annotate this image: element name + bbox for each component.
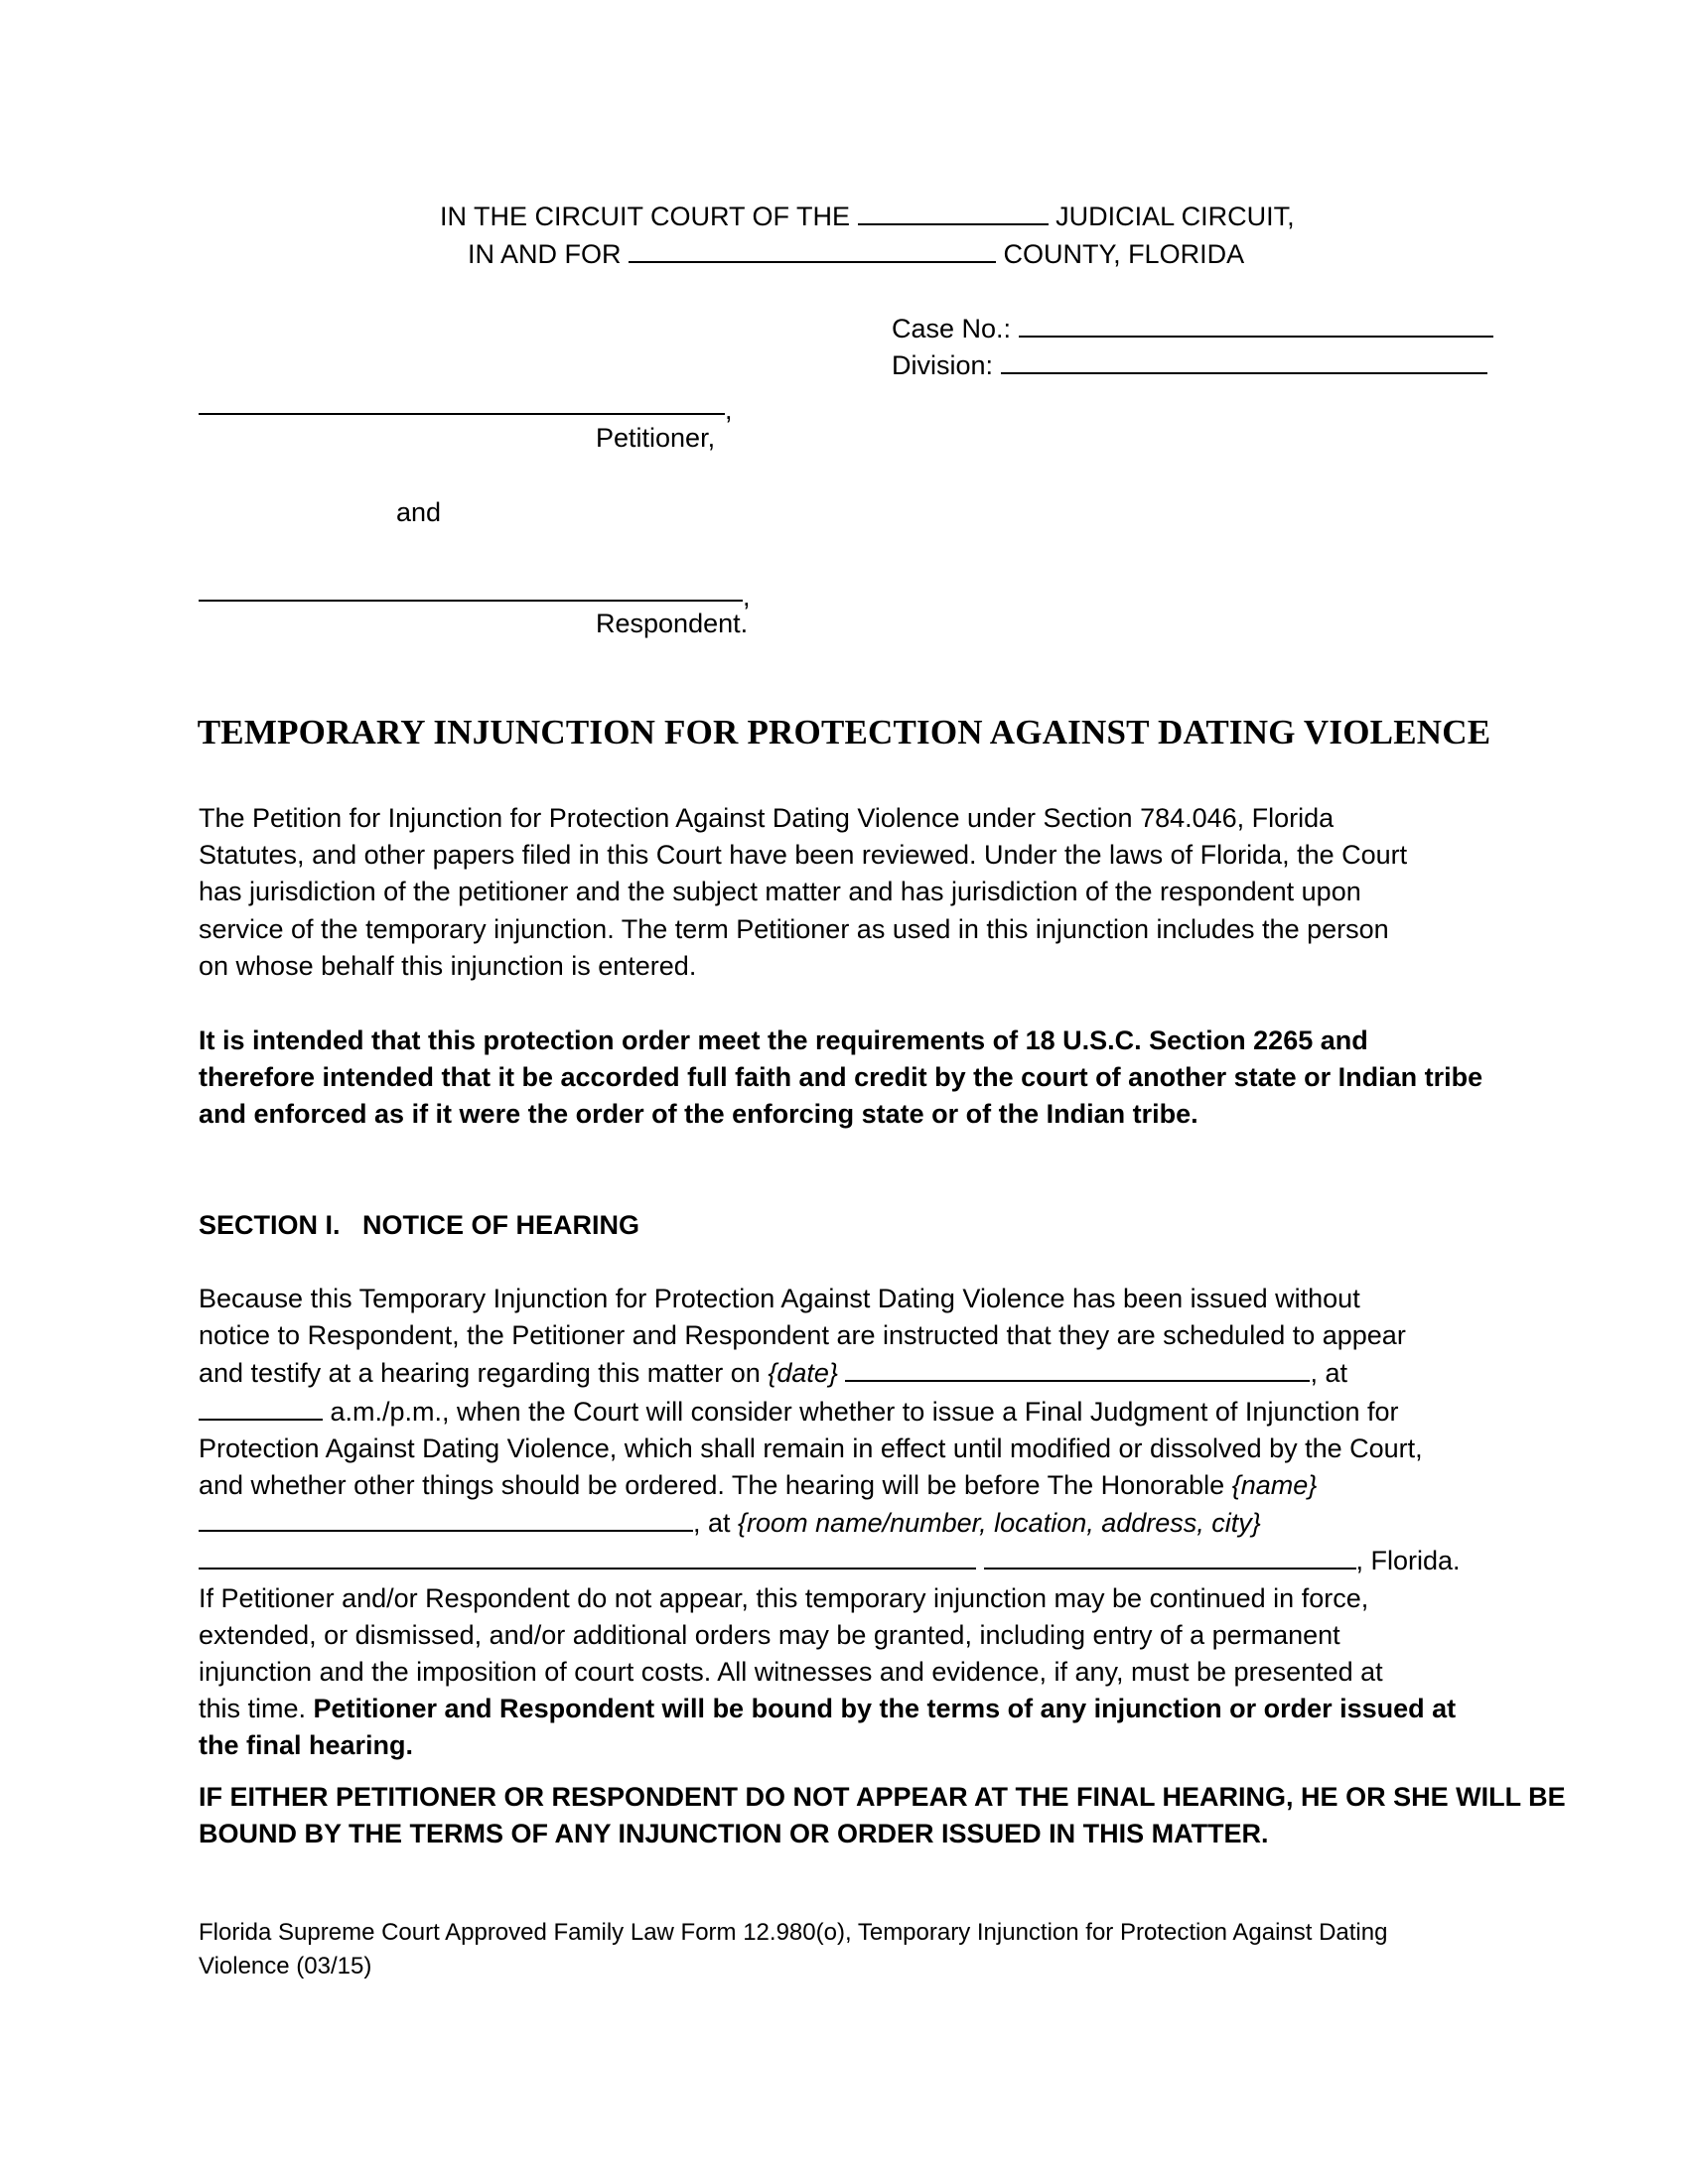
court-line-1-prefix: IN THE CIRCUIT COURT OF THE [440, 202, 851, 231]
respondent-name-blank[interactable] [199, 600, 743, 602]
intro-line: The Petition for Injunction for Protection Against Dating Violence under Section 784.046, Florida [199, 803, 1335, 833]
full-faith-line: It is intended that this protection order meet the requirements of 18 U.S.C. Section 2265 and [199, 1025, 1368, 1055]
notice-line [199, 1467, 1489, 1504]
notice-text: a.m./p.m., when the Court will consider whether to issue a Final Judgment of Injunction for [323, 1396, 1399, 1427]
court-line-2-prefix: IN AND FOR [468, 239, 622, 269]
date-hint: {date} [768, 1358, 838, 1389]
notice-line: the final hearing. [199, 1730, 414, 1761]
respondent-label: Respondent. [596, 609, 749, 638]
petitioner-comma: , [725, 395, 733, 425]
court-line-2 [468, 235, 1244, 273]
case-number-blank[interactable] [1019, 310, 1493, 338]
section-1-heading [199, 1207, 639, 1244]
footer-line: Florida Supreme Court Approved Family Law Form 12.980(o), Temporary Injunction for Protection Against Dating [199, 1919, 1388, 1946]
case-number-label: Case No.: [892, 314, 1012, 343]
notice-line: extended, or dismissed, and/or additional orders may be granted, including entry of a permanent [199, 1619, 1340, 1650]
division-label: Division: [892, 350, 994, 380]
name-hint: {name} [1231, 1470, 1318, 1501]
form-footer [199, 1916, 1489, 1983]
footer-line: Violence (03/15) [199, 1953, 372, 1979]
notice-of-hearing-paragraph [199, 1281, 1489, 1765]
petitioner-name-blank[interactable] [199, 413, 725, 415]
warning-line: BOUND BY THE TERMS OF ANY INJUNCTION OR ORDER ISSUED IN THIS MATTER. [199, 1819, 1269, 1849]
location-blank[interactable] [199, 1542, 976, 1570]
notice-line [199, 1691, 1489, 1727]
county-blank[interactable] [629, 235, 996, 263]
full-faith-line: therefore intended that it be accorded full faith and credit by the court of another state or Indian tribe [199, 1062, 1483, 1093]
notice-line [199, 1542, 1489, 1579]
petitioner-label: Petitioner, [596, 423, 716, 453]
notice-line: notice to Respondent, the Petitioner and Respondent are instructed that they are scheduled to appear [199, 1320, 1406, 1351]
document-title: TEMPORARY INJUNCTION FOR PROTECTION AGAINST DATING VIOLENCE [197, 713, 1491, 751]
notice-line: injunction and the imposition of court costs. All witnesses and evidence, if any, must be presented at [199, 1657, 1383, 1688]
and-label: and [396, 497, 442, 527]
notice-text: , Florida. [1355, 1546, 1461, 1576]
notice-text: and testify at a hearing regarding this matter on [199, 1358, 769, 1389]
notice-line: Because this Temporary Injunction for Protection Against Dating Violence has been issued without [199, 1284, 1360, 1313]
division-blank[interactable] [1001, 346, 1487, 374]
judicial-circuit-blank[interactable] [858, 198, 1049, 225]
intro-line: Statutes, and other papers filed in this Court have been reviewed. Under the laws of Florida, the Court [199, 840, 1408, 871]
notice-text: , at [1310, 1358, 1347, 1389]
notice-line [199, 1393, 1489, 1431]
division-row [892, 346, 1487, 384]
notice-text: and whether other things should be ordered. The hearing will be before The Honorable [199, 1470, 1232, 1501]
notice-line [199, 1504, 1489, 1542]
notice-line: If Petitioner and/or Respondent do not appear, this temporary injunction may be continued in force, [199, 1582, 1369, 1613]
intro-line: has jurisdiction of the petitioner and the subject matter and has jurisdiction of the respondent upon [199, 877, 1361, 907]
hearing-date-blank[interactable] [845, 1354, 1310, 1382]
judge-name-blank[interactable] [199, 1504, 693, 1532]
court-line-2-suffix: COUNTY, FLORIDA [1003, 239, 1245, 269]
notice-line [199, 1354, 1489, 1392]
notice-text: , at [693, 1508, 739, 1539]
location-hint: {room name/number, location, address, city} [738, 1508, 1261, 1539]
intro-paragraph [199, 800, 1489, 985]
notice-text: this time. [199, 1694, 314, 1724]
full-faith-paragraph [199, 1023, 1489, 1134]
non-appearance-warning [199, 1779, 1566, 1852]
hearing-time-blank[interactable] [199, 1393, 323, 1421]
court-line-1-suffix: JUDICIAL CIRCUIT, [1055, 202, 1295, 231]
city-blank[interactable] [984, 1542, 1356, 1570]
section-1-title: NOTICE OF HEARING [362, 1210, 640, 1240]
intro-line: service of the temporary injunction. The term Petitioner as used in this injunction includes the person [199, 913, 1389, 944]
case-number-row [892, 310, 1493, 347]
full-faith-line: and enforced as if it were the order of the enforcing state or of the Indian tribe. [199, 1099, 1198, 1130]
intro-line: on whose behalf this injunction is entered. [199, 950, 697, 981]
bound-by-terms-text: Petitioner and Respondent will be bound by the terms of any injunction or order issued at [313, 1694, 1457, 1724]
court-line-1 [440, 198, 1295, 235]
respondent-comma: , [743, 582, 751, 612]
warning-line: IF EITHER PETITIONER OR RESPONDENT DO NOT APPEAR AT THE FINAL HEARING, HE OR SHE WILL BE [199, 1782, 1566, 1812]
notice-line: Protection Against Dating Violence, which shall remain in effect until modified or dissolved by the Court, [199, 1433, 1423, 1463]
section-1-number: SECTION I. [199, 1210, 341, 1240]
